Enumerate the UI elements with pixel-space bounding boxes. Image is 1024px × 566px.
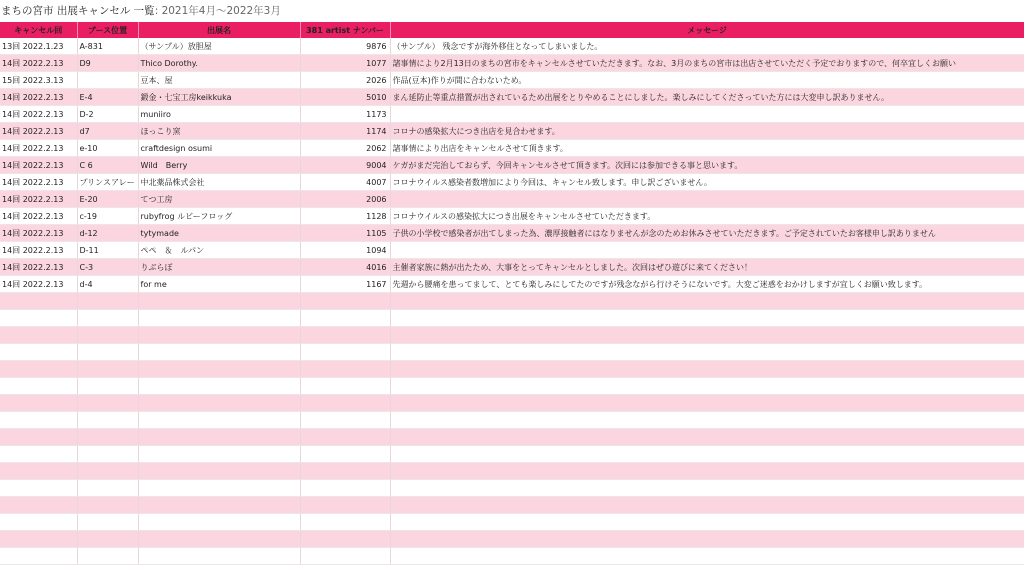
cell-artist-number[interactable]: 2062 [300,140,390,157]
cell-booth-position[interactable] [77,497,138,514]
cell-message[interactable] [390,548,1024,565]
cell-message[interactable] [390,412,1024,429]
header-artist-number[interactable]: 381 artist ナンバー [300,22,390,38]
cell-message[interactable]: （サンプル） 残念ですが海外移住となってしまいました。 [390,38,1024,55]
cell-exhibitor-name[interactable] [138,463,300,480]
cell-booth-position[interactable] [77,293,138,310]
cell-booth-position[interactable] [77,446,138,463]
cell-cancel-round[interactable] [0,480,77,497]
cell-exhibitor-name[interactable] [138,395,300,412]
cell-booth-position[interactable]: A-831 [77,38,138,55]
cell-message[interactable] [390,106,1024,123]
cell-booth-position[interactable]: e-10 [77,140,138,157]
cell-artist-number[interactable] [300,497,390,514]
cell-cancel-round[interactable]: 14回 2022.2.13 [0,259,77,276]
cell-booth-position[interactable] [77,327,138,344]
cell-booth-position[interactable] [77,344,138,361]
empty-row [0,310,1024,327]
cell-booth-position[interactable] [77,514,138,531]
cell-artist-number[interactable]: 1167 [300,276,390,293]
empty-row [0,378,1024,395]
table-row [0,55,1024,72]
cell-booth-position[interactable] [77,310,138,327]
cell-artist-number[interactable] [300,480,390,497]
cell-artist-number[interactable] [300,446,390,463]
cell-message[interactable] [390,293,1024,310]
cell-message[interactable]: 子供の小学校で感染者が出てしまった為、濃厚接触者にはなりませんが念のためお休みさせていただきます。ご予定されていたお客様申し訳ありません [390,225,1024,242]
cell-exhibitor-name[interactable]: 鍛金・七宝工房keikkuka [138,89,300,106]
cell-booth-position[interactable]: C-3 [77,259,138,276]
table-row [0,208,1024,225]
cell-cancel-round[interactable] [0,361,77,378]
table-row [0,38,1024,55]
table-row [0,225,1024,242]
cell-cancel-round[interactable] [0,378,77,395]
empty-row [0,344,1024,361]
cell-artist-number[interactable] [300,548,390,565]
cell-exhibitor-name[interactable]: （サンプル）放胆屋 [138,38,300,55]
cell-booth-position[interactable] [77,463,138,480]
cancellation-table [0,22,1024,565]
cell-artist-number[interactable] [300,463,390,480]
cell-booth-position[interactable] [77,361,138,378]
cell-exhibitor-name[interactable]: 中北薬品株式会社 [138,174,300,191]
header-exhibitor-name[interactable]: 出展名 [138,22,300,38]
cell-cancel-round[interactable]: 14回 2022.2.13 [0,208,77,225]
table-row [0,191,1024,208]
cell-message[interactable] [390,497,1024,514]
cell-message[interactable] [390,242,1024,259]
cell-cancel-round[interactable]: 14回 2022.2.13 [0,276,77,293]
cell-cancel-round[interactable]: 14回 2022.2.13 [0,106,77,123]
table-row [0,157,1024,174]
cell-artist-number[interactable] [300,293,390,310]
cell-artist-number[interactable] [300,327,390,344]
table-row [0,123,1024,140]
cell-booth-position[interactable] [77,480,138,497]
table-row [0,72,1024,89]
cell-booth-position[interactable]: D9 [77,55,138,72]
cell-cancel-round[interactable]: 14回 2022.2.13 [0,140,77,157]
cell-artist-number[interactable]: 9004 [300,157,390,174]
cell-cancel-round[interactable]: 14回 2022.2.13 [0,157,77,174]
table-row [0,174,1024,191]
cell-exhibitor-name[interactable]: muniiro [138,106,300,123]
cell-cancel-round[interactable] [0,395,77,412]
cell-artist-number[interactable] [300,429,390,446]
cell-message[interactable] [390,191,1024,208]
cell-exhibitor-name[interactable]: りぶらぼ [138,259,300,276]
cell-message[interactable] [390,361,1024,378]
cell-cancel-round[interactable]: 14回 2022.2.13 [0,191,77,208]
cell-cancel-round[interactable]: 14回 2022.2.13 [0,174,77,191]
cell-message[interactable]: まん延防止等重点措置が出されているため出展をとりやめることにしました。楽しみにしてくださっていた方には大変申し訳ありません。 [390,89,1024,106]
cell-artist-number[interactable] [300,310,390,327]
cell-exhibitor-name[interactable] [138,548,300,565]
cell-exhibitor-name[interactable] [138,310,300,327]
cell-booth-position[interactable] [77,395,138,412]
cell-booth-position[interactable] [77,412,138,429]
cell-booth-position[interactable]: c-19 [77,208,138,225]
cell-message[interactable]: コロナウイルス感染者数増加により今回は、キャンセル致します。申し訳ございません。 [390,174,1024,191]
cell-cancel-round[interactable] [0,514,77,531]
cell-booth-position[interactable] [77,429,138,446]
empty-row [0,497,1024,514]
cell-exhibitor-name[interactable]: for me [138,276,300,293]
cell-exhibitor-name[interactable]: rubyfrog ルビーフロッグ [138,208,300,225]
cell-exhibitor-name[interactable]: ペペ ＆ ルパン [138,242,300,259]
sheet-title [0,0,1024,22]
cell-exhibitor-name[interactable] [138,412,300,429]
cell-message[interactable] [390,480,1024,497]
cell-artist-number[interactable] [300,395,390,412]
cell-exhibitor-name[interactable] [138,446,300,463]
cell-exhibitor-name[interactable] [138,531,300,548]
cell-exhibitor-name[interactable] [138,480,300,497]
cell-cancel-round[interactable] [0,310,77,327]
cell-exhibitor-name[interactable]: 豆本、屋 [138,72,300,89]
cell-exhibitor-name[interactable] [138,344,300,361]
table-row [0,276,1024,293]
cell-cancel-round[interactable]: 14回 2022.2.13 [0,225,77,242]
cell-message[interactable]: 作品(豆本)作りが間に合わないため。 [390,72,1024,89]
cell-artist-number[interactable]: 2026 [300,72,390,89]
cell-booth-position[interactable] [77,548,138,565]
cell-exhibitor-name[interactable] [138,514,300,531]
cell-artist-number[interactable]: 1105 [300,225,390,242]
cell-artist-number[interactable] [300,344,390,361]
empty-row [0,395,1024,412]
empty-row [0,446,1024,463]
cell-artist-number[interactable] [300,412,390,429]
cell-cancel-round[interactable]: 13回 2022.1.23 [0,38,77,55]
header-message[interactable]: メッセージ [390,22,1024,38]
cell-exhibitor-name[interactable] [138,293,300,310]
table-row [0,140,1024,157]
cell-message[interactable]: 諸事情により出店をキャンセルさせて頂きます。 [390,140,1024,157]
cell-booth-position[interactable]: C 6 [77,157,138,174]
cell-booth-position[interactable]: D-2 [77,106,138,123]
cell-message[interactable] [390,327,1024,344]
empty-row [0,361,1024,378]
cell-exhibitor-name[interactable]: ほっこり窯 [138,123,300,140]
empty-row [0,327,1024,344]
cell-booth-position[interactable]: プリンスアレー [77,174,138,191]
cell-exhibitor-name[interactable]: Wild Berry [138,157,300,174]
cell-message[interactable] [390,344,1024,361]
cell-message[interactable] [390,310,1024,327]
cell-booth-position[interactable]: D-11 [77,242,138,259]
cell-exhibitor-name[interactable] [138,497,300,514]
cell-booth-position[interactable]: E-4 [77,89,138,106]
cell-cancel-round[interactable] [0,497,77,514]
header-row [0,22,1024,38]
cell-booth-position[interactable]: d-12 [77,225,138,242]
cell-artist-number[interactable] [300,378,390,395]
empty-row [0,531,1024,548]
cell-message[interactable] [390,378,1024,395]
cell-cancel-round[interactable] [0,548,77,565]
cell-message[interactable]: コロナの感染拡大につき出店を見合わせます。 [390,123,1024,140]
header-cancel-round[interactable]: キャンセル回 [0,22,77,38]
sheet-title-range: : 2021年4月～2022年3月 [154,5,281,17]
cell-artist-number[interactable]: 1128 [300,208,390,225]
cell-cancel-round[interactable]: 15回 2022.3.13 [0,72,77,89]
cell-artist-number[interactable]: 4016 [300,259,390,276]
empty-row [0,293,1024,310]
cell-artist-number[interactable] [300,531,390,548]
empty-row [0,429,1024,446]
cell-cancel-round[interactable] [0,531,77,548]
cell-exhibitor-name[interactable] [138,429,300,446]
cell-exhibitor-name[interactable] [138,378,300,395]
cell-cancel-round[interactable] [0,446,77,463]
cell-booth-position[interactable]: d7 [77,123,138,140]
empty-row [0,480,1024,497]
cell-artist-number[interactable]: 4007 [300,174,390,191]
empty-row [0,463,1024,480]
cell-message[interactable] [390,514,1024,531]
cell-booth-position[interactable] [77,378,138,395]
cell-artist-number[interactable]: 5010 [300,89,390,106]
cell-artist-number[interactable]: 1173 [300,106,390,123]
cell-exhibitor-name[interactable] [138,327,300,344]
cell-exhibitor-name[interactable]: Thico Dorothy. [138,55,300,72]
cell-cancel-round[interactable]: 14回 2022.2.13 [0,89,77,106]
empty-row [0,514,1024,531]
cell-cancel-round[interactable] [0,344,77,361]
cell-booth-position[interactable]: d-4 [77,276,138,293]
cell-message[interactable]: 諸事情により2月13日のまちの宮市をキャンセルさせていただきます。なお、3月のまちの宮市は出店させていただく予定でおりますので、何卒宜しくお願い [390,55,1024,72]
empty-row [0,412,1024,429]
cell-message[interactable] [390,531,1024,548]
cell-artist-number[interactable]: 1174 [300,123,390,140]
cell-message[interactable]: ケガがまだ完治しておらず、今回キャンセルさせて頂きます。次回には参加できる事と思います。 [390,157,1024,174]
cell-message[interactable]: コロナウイルスの感染拡大につき出展をキャンセルさせていただきます。 [390,208,1024,225]
cell-artist-number[interactable]: 9876 [300,38,390,55]
cell-exhibitor-name[interactable]: てつ工房 [138,191,300,208]
cell-booth-position[interactable] [77,72,138,89]
cell-artist-number[interactable]: 1094 [300,242,390,259]
cell-message[interactable] [390,463,1024,480]
cell-cancel-round[interactable] [0,412,77,429]
cell-cancel-round[interactable] [0,429,77,446]
cell-booth-position[interactable]: E-20 [77,191,138,208]
cell-cancel-round[interactable] [0,463,77,480]
cell-booth-position[interactable] [77,531,138,548]
cell-cancel-round[interactable] [0,327,77,344]
cell-artist-number[interactable] [300,514,390,531]
table-row [0,242,1024,259]
cell-message[interactable] [390,395,1024,412]
cell-cancel-round[interactable] [0,293,77,310]
table-row [0,89,1024,106]
cell-cancel-round[interactable]: 14回 2022.2.13 [0,242,77,259]
table-row [0,106,1024,123]
sheet-title-main: まちの宮市 出展キャンセル 一覧 [1,5,155,17]
table-row [0,259,1024,276]
cell-message[interactable]: 先週から腰痛を患ってまして、とても楽しみにしてたのですが残念ながら行けそうにないです。大変ご迷惑をおかけしますが宜しくお願い致します。 [390,276,1024,293]
cell-artist-number[interactable]: 1077 [300,55,390,72]
cell-message[interactable]: 主催者家族に熱が出たため、大事をとってキャンセルとしました。次回はぜひ遊びに来てください！ [390,259,1024,276]
cell-artist-number[interactable] [300,361,390,378]
cell-artist-number[interactable]: 2006 [300,191,390,208]
cell-cancel-round[interactable]: 14回 2022.2.13 [0,123,77,140]
cell-exhibitor-name[interactable]: tytymade [138,225,300,242]
header-booth-position[interactable]: ブース位置 [77,22,138,38]
cell-message[interactable] [390,446,1024,463]
cell-cancel-round[interactable]: 14回 2022.2.13 [0,55,77,72]
empty-row [0,548,1024,565]
cell-exhibitor-name[interactable] [138,361,300,378]
cell-exhibitor-name[interactable]: craftdesign osumi [138,140,300,157]
cell-message[interactable] [390,429,1024,446]
